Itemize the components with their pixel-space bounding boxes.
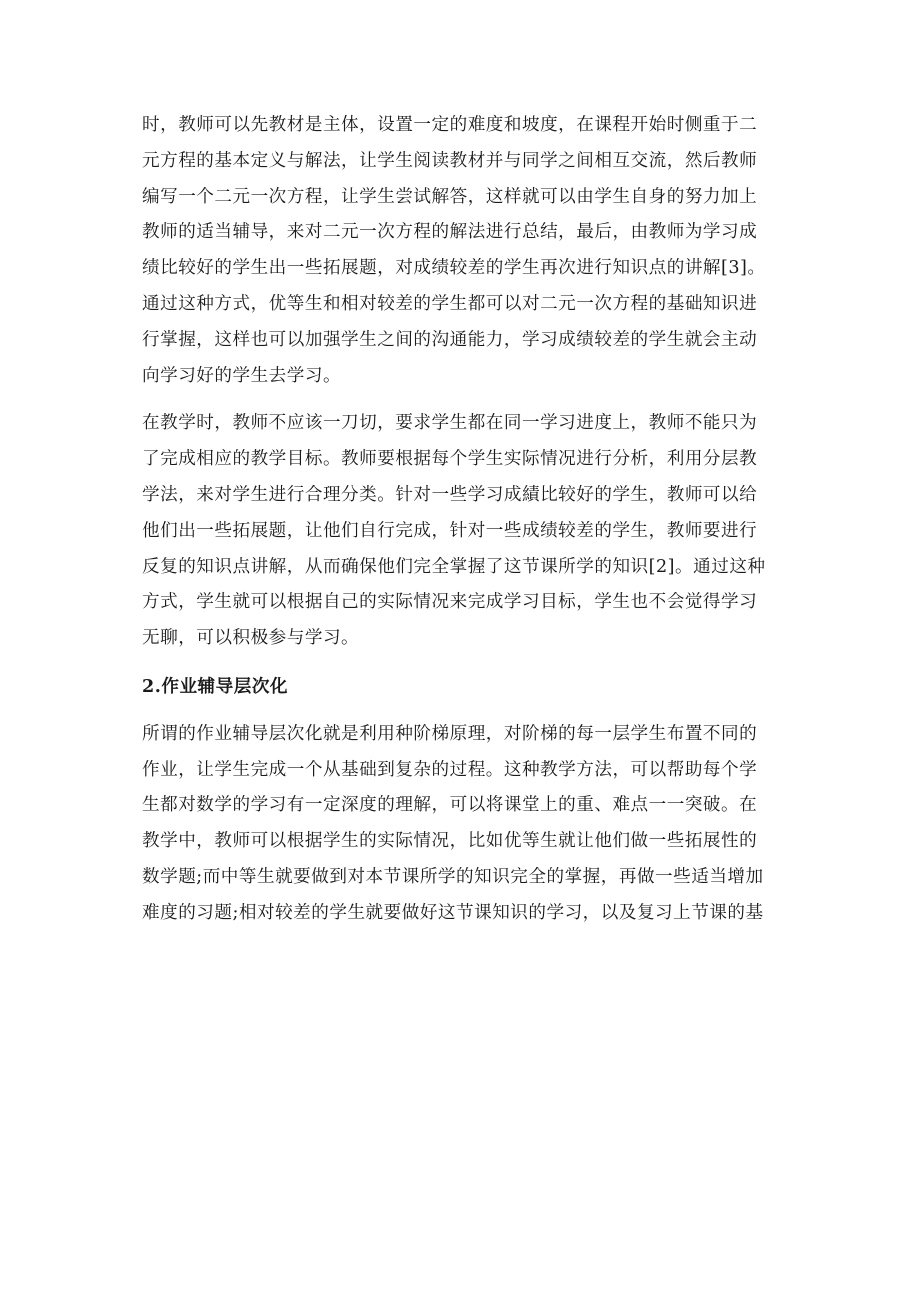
text-line: 编写一个二元一次方程，让学生尝试解答，这样就可以由学生自身的努力加上 xyxy=(142,186,758,207)
text-line: 通过这种方式，优等生和相对较差的学生都可以对二元一次方程的基础知识进 xyxy=(142,293,758,314)
text-line: 反复的知识点讲解，从而确保他们完全掌握了这节课所学的知识[2]。通过这种 xyxy=(142,556,766,577)
text-line: 教学中，教师可以根据学生的实际情况，比如优等生就让他们做一些拓展性的 xyxy=(142,831,758,852)
paragraph-1 xyxy=(142,108,782,394)
paragraph-3 xyxy=(142,717,782,932)
text-line: 作业，让学生完成一个从基础到复杂的过程。这种教学方法，可以帮助每个学 xyxy=(142,759,758,780)
text-line: 方式，学生就可以根据自己的实际情况来完成学习目标，学生也不会觉得学习 xyxy=(142,592,758,613)
text-line: 行掌握，这样也可以加强学生之间的沟通能力，学习成绩较差的学生就会主动 xyxy=(142,329,758,350)
text-line: 元方程的基本定义与解法，让学生阅读教材并与同学之间相互交流，然后教师 xyxy=(142,150,758,171)
section-heading: 2.作业辅导层次化 xyxy=(142,675,289,697)
text-line: 向学习好的学生去学习。 xyxy=(142,365,342,386)
text-line: 了完成相应的教学目标。教师要根据每个学生实际情况进行分析，利用分层教 xyxy=(142,449,758,470)
text-line: 数学题;而中等生就要做到对本节课所学的知识完全的掌握，再做一些适当增加 xyxy=(142,866,764,887)
text-line: 他们出一些拓展题，让他们自行完成，针对一些成绩较差的学生，教师要进行 xyxy=(142,520,758,541)
text-line: 所谓的作业辅导层次化就是利用种阶梯原理，对阶梯的每一层学生布置不同的 xyxy=(142,723,758,744)
text-line: 难度的习题;相对较差的学生就要做好这节课知识的学习，以及复习上节课的基 xyxy=(142,902,764,923)
text-line: 时，教师可以先教材是主体，设置一定的难度和坡度，在课程开始时侧重于二 xyxy=(142,115,758,135)
text-line: 无聊，可以积极参与学习。 xyxy=(142,628,360,649)
document-page xyxy=(142,108,782,932)
text-line: 生都对数学的学习有一定深度的理解，可以将课堂上的重、难点一一突破。在 xyxy=(142,795,758,816)
text-line: 教师的适当辅导，来对二元一次方程的解法进行总结，最后，由教师为学习成 xyxy=(142,222,758,243)
paragraph-2 xyxy=(142,406,782,657)
text-line: 在教学时，教师不应该一刀切，要求学生都在同一学习进度上，教师不能只为 xyxy=(142,413,758,434)
text-line: 绩比较好的学生出一些拓展题，对成绩较差的学生再次进行知识点的讲解[3]。 xyxy=(142,258,766,279)
text-line: 学法，来对学生进行合理分类。针对一些学习成績比较好的学生，教师可以给 xyxy=(142,484,758,505)
